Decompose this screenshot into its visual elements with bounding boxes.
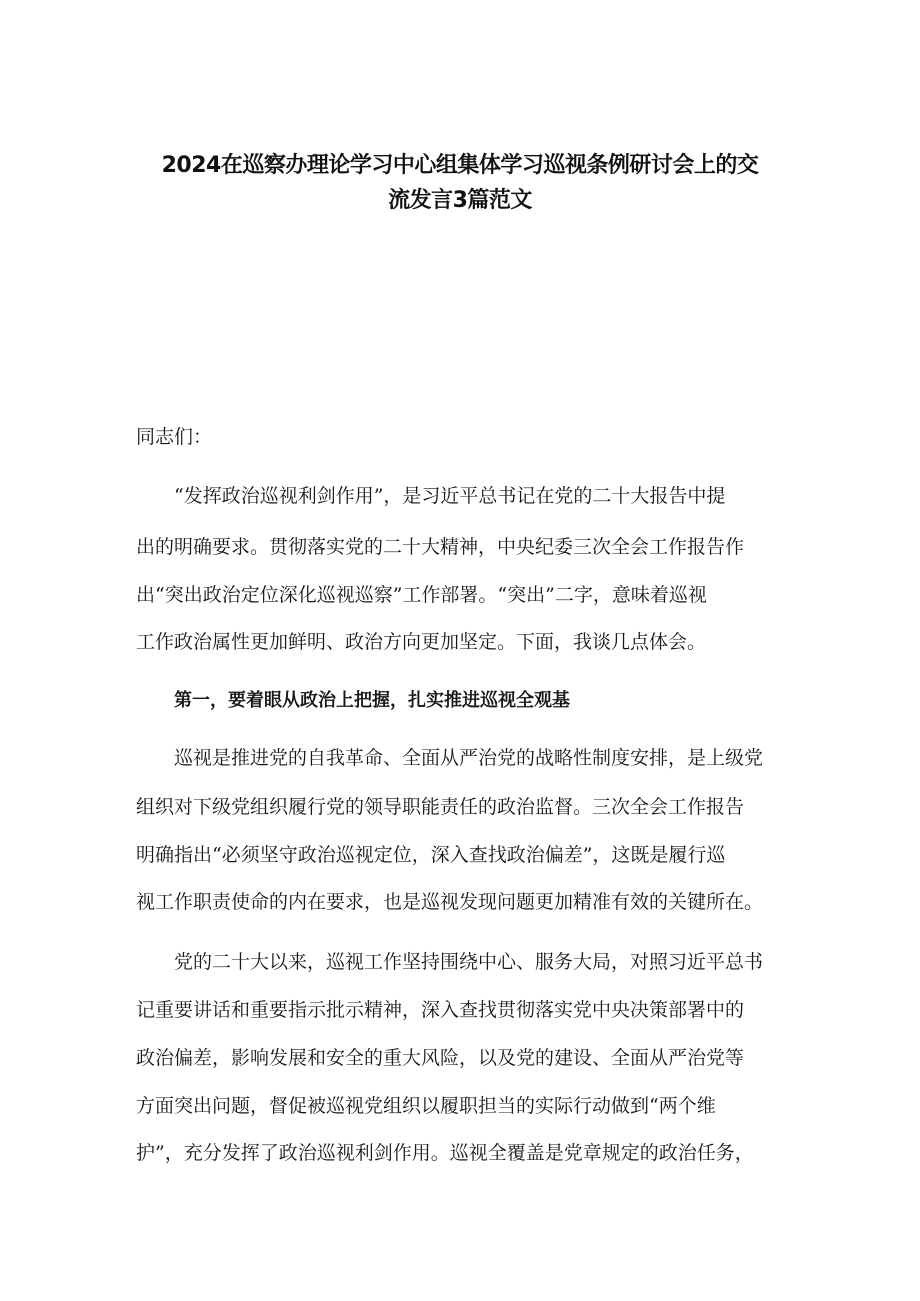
- paragraph-3-line-4: 方面突出问题，督促被巡视党组织以履职担当的实际行动做到“两个维: [136, 1095, 716, 1117]
- paragraph-2-line-2: 组织对下级党组织履行党的领导职能责任的政治监督。三次全会工作报告: [136, 796, 745, 818]
- paragraph-3-line-2: 记重要讲话和重要指示批示精神，深入查找贯彻落实党中央决策部署中的: [136, 999, 745, 1021]
- section-heading-1: 第一，要着眼从政治上把握，扎实推进巡视全观基: [174, 690, 570, 711]
- paragraph-2-line-3: 明确指出“必须坚守政治巡视定位，深入查找政治偏差”，这既是履行巡: [136, 844, 726, 866]
- paragraph-2-line-1: 巡视是推进党的自我革命、全面从严治党的战略性制度安排，是上级党: [174, 747, 764, 769]
- paragraph-2-line-4: 视工作职责使命的内在要求，也是巡视发现问题更加精准有效的关键所在。: [136, 891, 764, 913]
- paragraph-1-line-4: 工作政治属性更加鲜明、政治方向更加坚定。下面，我谈几点体会。: [136, 631, 707, 653]
- paragraph-1-line-1: “发挥政治巡视利剑作用”，是习近平总书记在党的二十大报告中提: [174, 485, 726, 507]
- document-title-line-2: 流发言3篇范文: [388, 188, 532, 213]
- salutation: 同志们：: [136, 426, 213, 448]
- paragraph-3-line-5: 护”，充分发挥了政治巡视利剑作用。巡视全覆盖是党章规定的政治任务，: [136, 1142, 754, 1164]
- paragraph-3-line-1: 党的二十大以来，巡视工作坚持围绕中心、服务大局，对照习近平总书: [174, 951, 764, 973]
- paragraph-1-line-2: 出的明确要求。贯彻落实党的二十大精神，中央纪委三次全会工作报告作: [136, 536, 745, 558]
- paragraph-1-line-3: 出“突出政治定位深化巡视巡察”工作部署。“突出”二字，意味着巡视: [136, 584, 707, 606]
- document-title-line-1: 2024在巡察办理论学习中心组集体学习巡视条例研讨会上的交: [161, 153, 759, 178]
- paragraph-3-line-3: 政治偏差，影响发展和安全的重大风险，以及党的建设、全面从严治党等: [136, 1047, 745, 1069]
